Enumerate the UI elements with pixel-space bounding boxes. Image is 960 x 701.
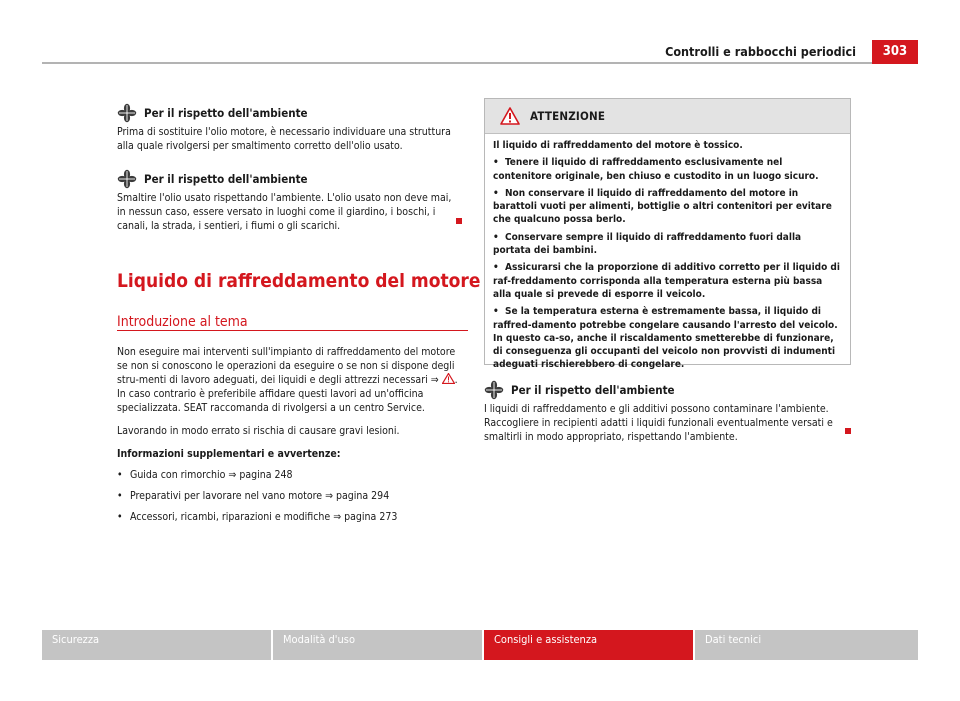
env-note-heading xyxy=(117,103,462,123)
cross-reference-list xyxy=(117,468,462,524)
section-intro xyxy=(117,345,462,531)
warning-item xyxy=(493,261,842,301)
tab-modalita-duso[interactable]: Modalità d'uso xyxy=(273,630,482,660)
warning-item-text: Non conservare il liquido di raffreddamento del motore in barattoli vuoti per alimenti, bottiglie o altri contenitori per evitare che qualcuno possa berlo. xyxy=(493,187,832,226)
bullet: • xyxy=(493,306,499,318)
env-note-heading-text: Per il rispetto dell'ambiente xyxy=(144,106,308,120)
env-note-coolant xyxy=(484,380,851,444)
warning-item xyxy=(493,156,842,183)
env-note-heading xyxy=(484,380,851,400)
cross-reference-link[interactable]: • Guida con rimorchio ⇒ pagina 248 xyxy=(117,468,462,482)
info-heading: Informazioni supplementari e avvertenze: xyxy=(117,448,341,460)
bullet: • xyxy=(493,262,499,274)
warning-box xyxy=(484,98,851,371)
tab-sicurezza[interactable]: Sicurezza xyxy=(42,630,271,660)
env-note-heading-text: Per il rispetto dell'ambiente xyxy=(511,383,675,397)
section-subtitle: Introduzione al tema xyxy=(117,314,248,330)
warning-item-text: Se la temperatura esterna è estremamente bassa, il liquido di raffred-damento potrebbe congelare causando l'arresto del veicolo. In questo ca-so, anche il riscaldamento smetterebbe di funzionare, di conseguenza gli occupanti del veicolo non provvisti di indumenti adeguati rischierebbero di congelare. xyxy=(493,306,838,371)
warning-item xyxy=(493,231,842,258)
chapter-title: Controlli e rabbocchi periodici xyxy=(665,44,856,59)
warning-list xyxy=(493,156,842,371)
env-note-heading-text: Per il rispetto dell'ambiente xyxy=(144,172,308,186)
warning-body xyxy=(485,134,850,372)
intro-text-1: Non eseguire mai interventi sull'impianto di raffreddamento del motore se non si conoscono le operazioni da eseguire o se non si dispone degli stru-menti di lavoro adeguati, dei liquidi e degli attrezzi necessari ⇒ xyxy=(117,346,456,386)
warning-title: ATTENZIONE xyxy=(530,109,606,123)
clover-icon xyxy=(117,103,137,123)
env-note-oil-disposal xyxy=(117,169,462,233)
env-note-text: I liquidi di raffreddamento e gli additivi possono contaminare l'ambiente. Raccogliere in recipienti adatti i liquidi funzionali eventualmente versati e smaltirli in modo appropriato, rispettando l'ambiente. xyxy=(484,403,833,443)
risk-text: Lavorando in modo errato si rischia di causare gravi lesioni. xyxy=(117,425,400,437)
tab-consigli-e-assistenza[interactable]: Consigli e assistenza xyxy=(484,630,693,660)
clover-icon xyxy=(484,380,504,400)
intro-text-2: . In caso contrario è preferibile affidare questi lavori ad un'officina specializzata. SEAT raccomanda di rivolgersi a un centro Service. xyxy=(117,374,458,414)
warning-item-text: Tenere il liquido di raffreddamento esclusivamente nel contenitore originale, ben chiuso e custodito in un luogo sicuro. xyxy=(493,157,819,182)
warning-triangle-icon xyxy=(500,107,520,125)
bullet: • xyxy=(493,157,499,169)
env-note-heading xyxy=(117,169,462,189)
intro-paragraph xyxy=(117,345,462,415)
warning-header xyxy=(485,99,850,134)
bullet: • xyxy=(493,231,499,243)
warning-item-text: Conservare sempre il liquido di raffreddamento fuori dalla portata dei bambini. xyxy=(493,231,802,257)
section-end-marker xyxy=(456,218,462,224)
env-note-text: Prima di sostituire l'olio motore, è necessario individuare una struttura alla quale rivolgersi per smaltimento corretto dell'olio usato. xyxy=(117,126,451,152)
section-end-marker xyxy=(845,428,851,434)
cross-reference-link[interactable]: • Accessori, ricambi, riparazioni e modifiche ⇒ pagina 273 xyxy=(117,510,462,524)
env-note-text: Smaltire l'olio usato rispettando l'ambiente. L'olio usato non deve mai, in nessun caso, essere versato in luoghi come il giardino, i boschi, i canali, la strada, i sentieri, i fiumi o gli scarichi. xyxy=(117,192,452,232)
cross-reference-link[interactable]: • Preparativi per lavorare nel vano motore ⇒ pagina 294 xyxy=(117,489,462,503)
bullet: • xyxy=(493,187,499,199)
header-rule xyxy=(42,62,918,64)
warning-triangle-icon[interactable] xyxy=(442,373,455,384)
warning-lead: Il liquido di raffreddamento del motore è tossico. xyxy=(493,140,743,151)
page-number: 303 xyxy=(872,40,918,64)
warning-item xyxy=(493,187,842,227)
tab-dati-tecnici[interactable]: Dati tecnici xyxy=(695,630,918,660)
warning-item xyxy=(493,305,842,371)
warning-item-text: Assicurarsi che la proporzione di additivo corretto per il liquido di raf-freddamento corrisponda alla temperatura esterna più bassa alla quale si prevede di esporre il veicolo. xyxy=(493,262,840,300)
env-note-oil-change xyxy=(117,103,462,153)
clover-icon xyxy=(117,169,137,189)
section-title: Liquido di raffreddamento del motore xyxy=(117,270,481,292)
subtitle-rule xyxy=(117,330,468,331)
